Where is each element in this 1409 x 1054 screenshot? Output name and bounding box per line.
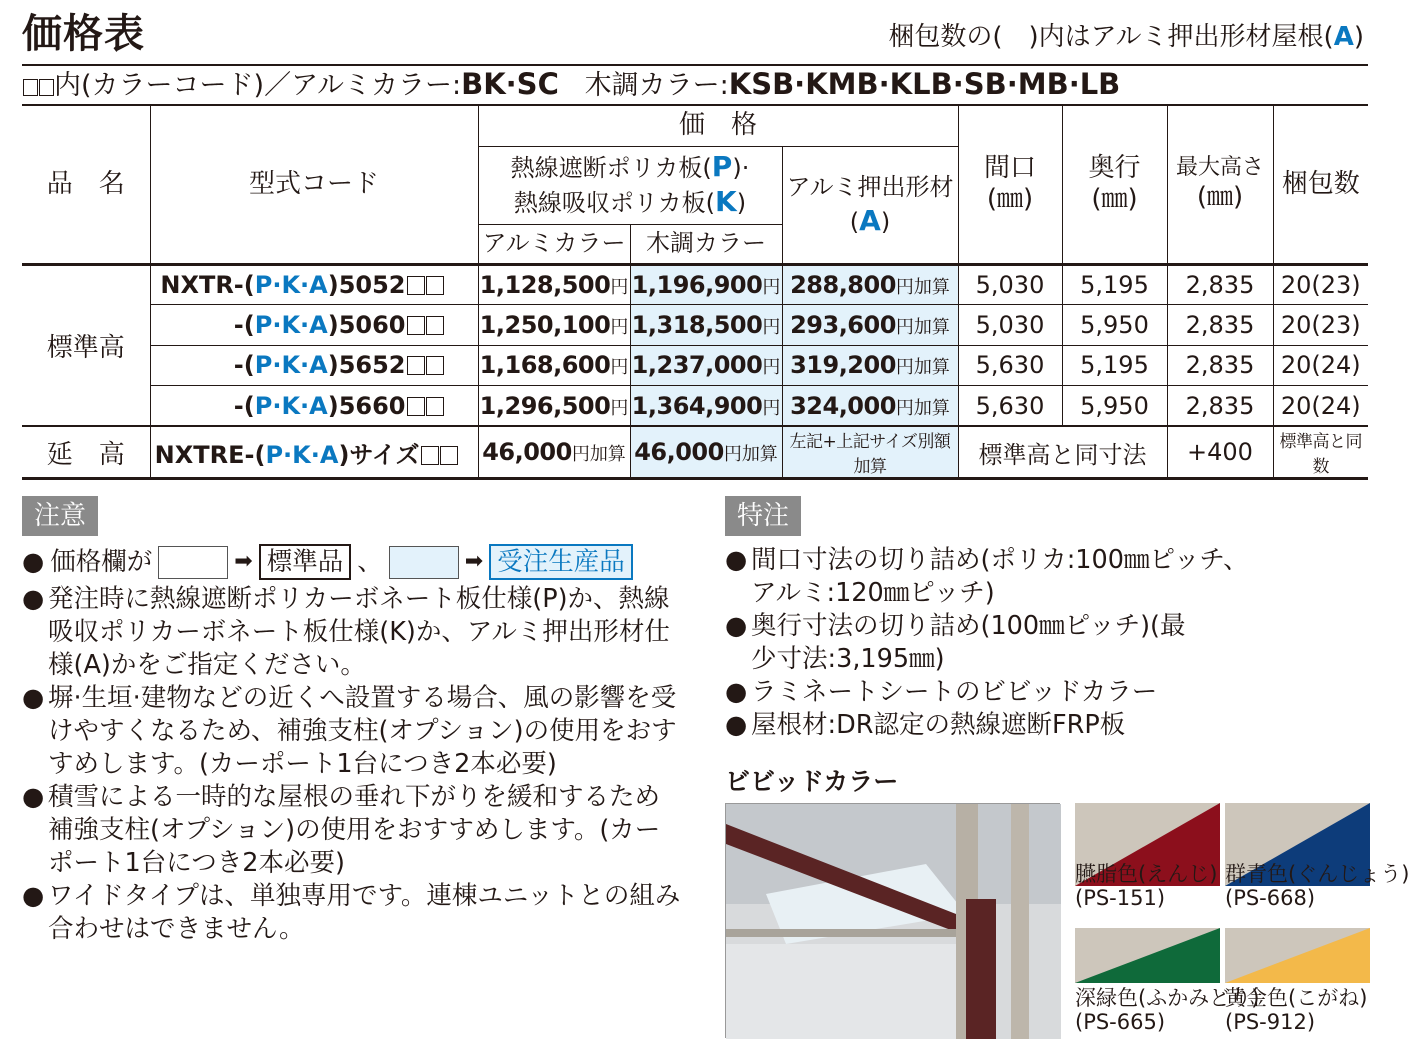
legend-separator: 、 <box>357 547 383 577</box>
model-code-cell <box>150 426 478 479</box>
color-code-box-icon <box>407 397 425 416</box>
yen-unit: 円 <box>895 316 914 338</box>
model-code-prefix: NXTR-( <box>160 270 255 299</box>
color-line-lead: 内(カラーコード)／アルミカラー: <box>54 70 462 101</box>
model-code-prefix: NXTRE-( <box>154 440 266 469</box>
color-code-box-icon <box>426 397 444 416</box>
packaging-note <box>888 16 1364 53</box>
price-value: 319,200 <box>790 351 896 380</box>
legend-white-box <box>158 546 228 579</box>
depth-value: 5,950 <box>1062 305 1167 346</box>
header-alumi-color: アルミカラー <box>478 224 630 264</box>
special-order-list <box>725 544 1365 742</box>
price-alumi-extrusion <box>782 386 958 427</box>
vivid-color-title: ビビッドカラー <box>725 767 899 796</box>
swatch-name: 深緑色(ふかみどり) <box>1075 986 1260 1010</box>
header-depth <box>1062 105 1167 264</box>
yen-unit: 円 <box>610 316 629 338</box>
packages-value: 20(24) <box>1273 386 1368 427</box>
yen-unit: 円 <box>571 444 590 465</box>
price-alumi-color <box>478 305 630 346</box>
model-code-cell <box>150 386 478 427</box>
legend-blue-box <box>389 546 459 579</box>
notice-item: ● 積雪による一時的な屋根の垂れ下がりを緩和するため補強支柱(オプション)の使用をおすすめします。(カーポート1台につき2本必要) <box>22 781 682 880</box>
yen-unit: 円 <box>762 276 781 298</box>
color-code-box-icon <box>407 316 425 335</box>
yen-unit: 円 <box>723 444 742 465</box>
header-max-height-unit: (㎜) <box>1196 181 1244 212</box>
color-code-box-icon <box>421 446 439 465</box>
carport-photo <box>725 803 1060 1038</box>
color-code-box-icon <box>440 446 458 465</box>
price-alumi-color <box>478 426 630 479</box>
swatch-enji-label <box>1075 862 1217 910</box>
color-code-box-icon <box>23 79 38 96</box>
special-item: ● 屋根材:DR認定の熱線遮断FRP板 <box>725 709 1365 742</box>
header-width-label: 間口 <box>983 153 1036 184</box>
group-extended-height: 延 高 <box>22 426 150 479</box>
arrow-right-icon: ➡ <box>234 549 253 574</box>
color-code-box-icon <box>39 79 54 96</box>
addon-label: 加算 <box>913 357 950 379</box>
price-value: 1,237,000 <box>631 351 763 380</box>
header-model-code: 型式コード <box>150 105 478 264</box>
header-poly-line2: 熱線吸収ポリカ板( <box>513 189 716 217</box>
swatch-fukamidori-chip <box>1075 928 1220 983</box>
header-name: 品 名 <box>22 105 150 264</box>
model-code-prefix: -( <box>233 310 255 339</box>
packaging-note-end: ) <box>1353 22 1364 52</box>
width-value: 5,030 <box>958 305 1062 346</box>
header-polycarbonate <box>478 146 782 224</box>
arrow-right-icon: ➡ <box>464 549 484 574</box>
yen-unit: 円 <box>610 276 629 298</box>
poly-k-code: K <box>715 185 737 218</box>
depth-value: 5,195 <box>1062 264 1167 305</box>
legend-made-to-order: 受注生産品 <box>489 544 633 580</box>
swatch-kogane-label <box>1225 986 1367 1034</box>
extrusion-a-code: A <box>859 204 881 237</box>
price-wood-color <box>630 345 782 386</box>
header-width <box>958 105 1062 264</box>
color-code-box-icon <box>426 276 444 295</box>
header-alumi-extrusion: アルミ押出形材 (A) <box>782 146 958 264</box>
height-value: 2,835 <box>1167 305 1273 346</box>
packages-value: 標準高と同数 <box>1273 426 1368 479</box>
header-wood-color: 木調カラー <box>630 224 782 264</box>
price-alumi-extrusion: 左記+上記サイズ別額加算 <box>782 426 958 479</box>
notice-item: ● 塀·生垣·建物などの近くへ設置する場合、風の影響を受けやすくなるため、補強支柱(オプション)の使用をおすすめします。(カーポート1台につき2本必要) <box>22 682 682 781</box>
alumi-code-badge: A <box>1333 22 1354 52</box>
swatch-code: (PS-151) <box>1075 886 1166 910</box>
color-code-line <box>22 64 1368 104</box>
price-table <box>22 104 1368 480</box>
model-code-suffix: )5660 <box>327 391 406 420</box>
price-value: 1,250,100 <box>479 310 611 339</box>
header-depth-unit: (㎜) <box>1091 184 1138 215</box>
model-code-pka: P·K·A <box>254 391 328 420</box>
price-value: 1,318,500 <box>631 310 763 339</box>
model-code-pka: P·K·A <box>254 270 328 299</box>
yen-unit: 円 <box>895 276 914 298</box>
model-code-suffix: )サイズ <box>338 440 420 469</box>
price-value: 293,600 <box>790 310 896 339</box>
width-value: 5,630 <box>958 345 1062 386</box>
header-max-height-label: 最大高さ <box>1175 155 1264 181</box>
packaging-note-text: 梱包数の( )内はアルミ押出形材屋根( <box>888 22 1334 52</box>
depth-value: 5,195 <box>1062 345 1167 386</box>
price-alumi-extrusion <box>782 264 958 305</box>
price-value: 1,128,500 <box>479 270 611 299</box>
yen-unit: 円 <box>895 357 914 379</box>
height-value: +400 <box>1167 426 1273 479</box>
notice-list <box>22 583 682 946</box>
header-packages: 梱包数 <box>1273 105 1368 264</box>
model-code-pka: P·K·A <box>254 310 328 339</box>
header-width-unit: (㎜) <box>986 184 1034 215</box>
width-value: 5,030 <box>958 264 1062 305</box>
packages-value: 20(24) <box>1273 345 1368 386</box>
carport-photo-image <box>726 804 1061 1039</box>
swatch-code: (PS-665) <box>1075 1010 1166 1034</box>
addon-label: 加算 <box>913 397 950 419</box>
header-alumi-extrusion-label: アルミ押出形材 <box>786 173 954 201</box>
price-wood-color <box>630 386 782 427</box>
model-code-prefix: -( <box>233 351 255 380</box>
page-title: 価格表 <box>22 11 145 57</box>
legend-standard: 標準品 <box>259 544 352 580</box>
price-value: 1,196,900 <box>631 270 763 299</box>
header-poly-line1-end: )· <box>732 154 750 182</box>
yen-unit: 円 <box>895 397 914 419</box>
yen-unit: 円 <box>762 397 781 419</box>
color-code-box-icon <box>426 356 444 375</box>
model-code-prefix: -( <box>233 391 255 420</box>
addon-label: 加算 <box>913 316 950 338</box>
swatch-name: 臙脂色(えんじ) <box>1075 862 1218 886</box>
price-wood-color <box>630 264 782 305</box>
depth-value: 5,950 <box>1062 386 1167 427</box>
price-value: 46,000 <box>634 438 724 466</box>
height-value: 2,835 <box>1167 345 1273 386</box>
swatch-name: 黄金色(こがね) <box>1225 986 1368 1010</box>
addon-label: 加算 <box>741 444 778 465</box>
header-price: 価 格 <box>478 105 958 146</box>
price-value: 1,296,500 <box>479 391 611 420</box>
special-item: ● 奥行寸法の切り詰め(100㎜ピッチ)(最少寸法:3,195㎜) <box>725 610 1195 676</box>
swatch-kogane-chip <box>1225 928 1370 983</box>
color-code-box-icon <box>407 356 425 375</box>
price-value: 288,800 <box>790 270 896 299</box>
wood-color-lead: 木調カラー: <box>584 70 729 101</box>
swatch-code: (PS-912) <box>1225 1010 1316 1034</box>
model-code-cell <box>150 305 478 346</box>
price-cell-legend <box>22 544 633 580</box>
swatch-code: (PS-668) <box>1225 886 1316 910</box>
model-code-pka: P·K·A <box>254 351 328 380</box>
price-alumi-color <box>478 386 630 427</box>
special-order-label: 特注 <box>725 496 801 536</box>
header-poly-line2-end: ) <box>736 189 747 217</box>
notice-item: ● ワイドタイプは、単独専用です。連棟ユニットとの組み合わせはできません。 <box>22 880 682 946</box>
price-value: 1,168,600 <box>479 351 611 380</box>
price-alumi-color <box>478 345 630 386</box>
legend-prefix: 価格欄が <box>50 547 153 577</box>
legend-bullet: ● <box>22 547 45 577</box>
yen-unit: 円 <box>610 357 629 379</box>
addon-label: 加算 <box>913 276 950 298</box>
model-code-cell <box>150 264 478 305</box>
special-item: ● 間口寸法の切り詰め(ポリカ:100㎜ピッチ、アルミ:120㎜ピッチ) <box>725 544 1265 610</box>
price-value: 46,000 <box>482 438 572 466</box>
price-alumi-extrusion <box>782 305 958 346</box>
height-value: 2,835 <box>1167 386 1273 427</box>
alumi-color-codes: BK·SC <box>461 67 559 101</box>
yen-unit: 円 <box>762 357 781 379</box>
notice-label: 注意 <box>22 496 98 536</box>
model-code-suffix: )5652 <box>327 351 406 380</box>
swatch-name: 群青色(ぐんじょう) <box>1225 862 1409 886</box>
model-code-cell <box>150 345 478 386</box>
poly-p-code: P <box>711 150 733 183</box>
addon-label: 加算 <box>589 444 626 465</box>
header-depth-label: 奥行 <box>1088 153 1141 184</box>
wood-color-codes: KSB·KMB·KLB·SB·MB·LB <box>728 67 1121 101</box>
yen-unit: 円 <box>762 316 781 338</box>
color-code-box-icon <box>407 276 425 295</box>
model-code-pka: P·K·A <box>265 440 339 469</box>
packages-value: 20(23) <box>1273 264 1368 305</box>
special-item: ● ラミネートシートのビビッドカラー <box>725 676 1365 709</box>
notice-item: ● 発注時に熱線遮断ポリカーボネート板仕様(P)か、熱線吸収ポリカーボネート板仕様(K)か、アルミ押出形材仕様(A)かをご指定ください。 <box>22 583 682 682</box>
height-value: 2,835 <box>1167 264 1273 305</box>
model-code-suffix: )5052 <box>327 270 406 299</box>
header-poly-line1: 熱線遮断ポリカ板( <box>510 154 712 182</box>
price-alumi-extrusion <box>782 345 958 386</box>
size-value: 標準高と同寸法 <box>958 426 1167 479</box>
model-code-suffix: )5060 <box>327 310 406 339</box>
price-wood-color <box>630 426 782 479</box>
width-value: 5,630 <box>958 386 1062 427</box>
price-alumi-color <box>478 264 630 305</box>
packages-value: 20(23) <box>1273 305 1368 346</box>
price-value: 1,364,900 <box>631 391 763 420</box>
price-wood-color <box>630 305 782 346</box>
header-max-height <box>1167 105 1273 264</box>
color-code-box-icon <box>426 316 444 335</box>
group-standard-height: 標準高 <box>22 264 150 426</box>
price-value: 324,000 <box>790 391 896 420</box>
swatch-gunjou-label <box>1225 862 1409 910</box>
yen-unit: 円 <box>610 397 629 419</box>
